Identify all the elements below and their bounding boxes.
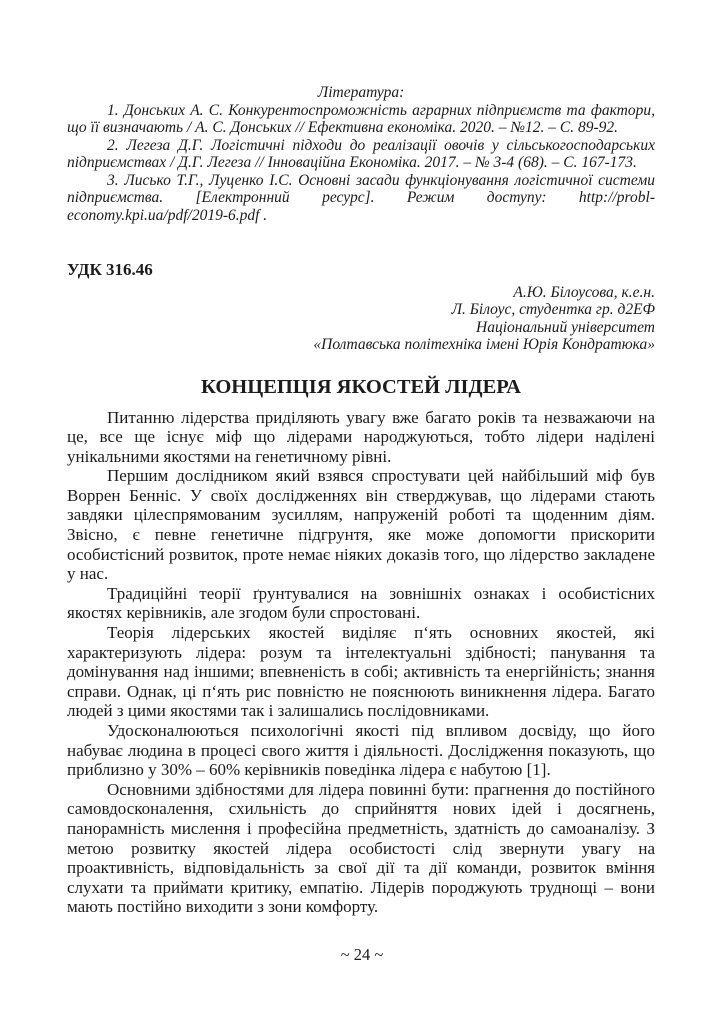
author-block [67, 284, 655, 354]
reference-item-2: 2. Легеза Д.Г. Логістичні підходи до реалізації овочів у сільськогосподарських підприємствах / Д.Г. Легеза // Інноваційна Економіка. 2017. – № 3-4 (68). – С. 167-173. [67, 136, 655, 171]
page-number: ~ 24 ~ [340, 945, 384, 964]
author-affiliation-line-1: Національний університет [476, 318, 655, 336]
author-line-1: А.Ю. Білоусова, к.е.н. [513, 283, 655, 301]
udc-number: УДК 316.46 [67, 260, 153, 279]
body-paragraph-1: Питанню лідерства приділяють увагу вже багато років та незважаючи на це, все ще існує міф що лідерами народжуються, тобто лідери наділені унікальними якостями на генетичному рівні. [67, 407, 655, 466]
page-content [67, 0, 655, 917]
reference-item-3: 3. Лисько Т.Г., Луценко І.С. Основні засади функціонування логістичної системи підприємства. [Електронний ресурс]. Режим доступу: http://probl-economy.kpi.ua/pdf/2019-6.pdf . [67, 171, 655, 224]
author-line-2: Л. Білоус, студентка гр. д2ЕФ [451, 301, 655, 318]
article-title: КОНЦЕПЦІЯ ЯКОСТЕЙ ЛІДЕРА [201, 375, 521, 398]
author-affiliation-line-2: «Полтавська політехніка імені Юрія Кондратюка» [313, 336, 655, 353]
body-paragraph-3: Традиційні теорії ґрунтувалися на зовнішніх ознаках і особистісних якостях керівників, але згодом були спростовані. [67, 583, 655, 623]
literature-heading: Література: [317, 84, 405, 101]
body-paragraph-2: Першим дослідником який взявся спростувати цей найбільший міф був Воррен Бенніс. У своїх дослідженнях він стверджував, що лідерами стають завдяки цілеспрямованим зусиллям, напруженій роботі та щоденним діям. Звісно, є певне генетичне підгрунтя, яке може допомогти прискорити особистісний розвиток, проте немає ніяких доказів того, що лідерство закладене у нас. [67, 466, 655, 584]
reference-item-1: 1. Донських А. С. Конкурентоспроможність аграрних підприємств та фактори, що її визначають / А. С. Донських // Ефективна економіка. 2020. – №12. – С. 89-92. [67, 101, 655, 136]
body-paragraph-4: Теорія лідерських якостей виділяє п‘ять основних якостей, які характеризують лідера: розум та інтелектуальні здібності; панування та домінування над іншими; впевненість в собі; активність та енергійність; знання справи. Однак, ці п‘ять рис повністю не пояснюють виникнення лідера. Багато людей з цими якостями так і залишались послідовниками. [67, 623, 655, 721]
body-paragraph-6: Основними здібностями для лідера повинні бути: прагнення до постійного самовдосконалення, схильність до сприйняття нових ідей і досягнень, панорамність мислення і професійна предметність, здатність до самоаналізу. З метою розвитку якостей лідера особистості слід звернути увагу на проактивність, відповідальність за свої дії та дії команди, розвиток вміння слухати та приймати критику, емпатію. Лідерів породжують труднощі – вони мають постійно виходити з зони комфорту. [67, 779, 655, 917]
body-paragraph-5: Удосконалюються психологічні якості під впливом досвіду, що його набуває людина в процесі свого життя і діяльності. Дослідження показують, що приблизно у 30% – 60% керівників поведінка лідера є набутою [1]. [67, 721, 655, 780]
